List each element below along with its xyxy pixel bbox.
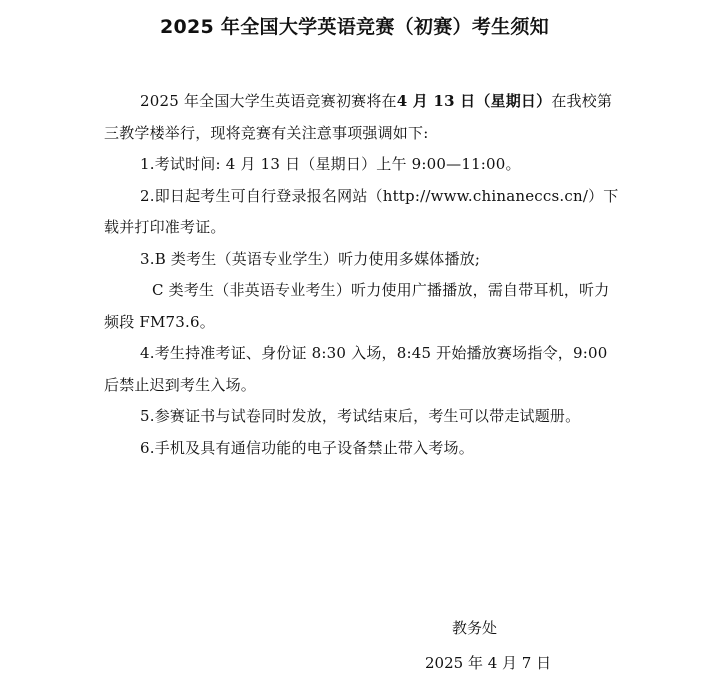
issue-date: 2025 年 4 月 7 日 [425, 654, 552, 672]
document-body [104, 86, 624, 464]
notice-item-3: 3.B 类考生（英语专业学生）听力使用多媒体播放; [140, 249, 481, 268]
intro-prefix: 2025 年全国大学生英语竞赛初赛将在 [140, 92, 397, 110]
intro-exam-date: 4 月 13 日（星期日） [396, 92, 552, 110]
notice-item-6: 6.手机及具有通信功能的电子设备禁止带入考场。 [140, 438, 474, 457]
intro-suffix: 在我校第三教学楼举行，现将竞赛有关注意事项强调如下: [104, 92, 613, 142]
notice-item-3-c: C 类考生（非英语专业考生）听力使用广播播放，需自带耳机，听力频段 FM73.6。 [104, 281, 610, 331]
notice-item-1: 1.考试时间: 4 月 13 日（星期日）上午 9:00—11:00。 [140, 155, 521, 173]
notice-item-2: 2.即日起考生可自行登录报名网站（http://www.chinaneccs.cn/）下载并打印准考证。 [104, 186, 619, 236]
notice-item-5: 5.参赛证书与试卷同时发放，考试结束后，考生可以带走试题册。 [140, 407, 581, 425]
document-title: 2025 年全国大学英语竞赛（初赛）考生须知 [159, 16, 550, 38]
issuing-office: 教务处 [452, 619, 498, 637]
intro-paragraph [104, 86, 624, 149]
notice-item-4: 4.考生持准考证、身份证 8:30 入场，8:45 开始播放赛场指令，9:00 后禁止迟到考生入场。 [104, 344, 608, 394]
